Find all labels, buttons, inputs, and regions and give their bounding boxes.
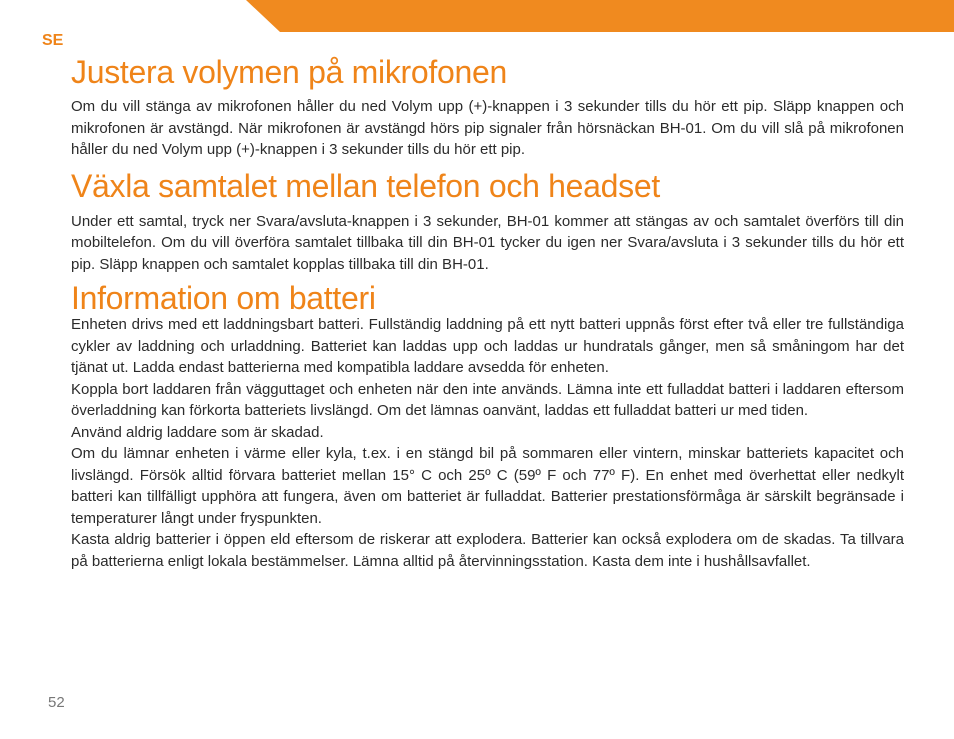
battery-paragraph-damaged-charger: Använd aldrig laddare som är skadad.	[71, 423, 324, 441]
language-tag: SE	[42, 32, 64, 49]
battery-paragraph-charging: Enheten drivs med ett laddningsbart batteri. Fullständig laddning på ett nytt batteri uppnås först efter två eller tre fullständiga cykler av laddning och urladdning. Batteriet kan laddas upp och laddas ur hundratals gånger, men så småningom har det tjänat ut. Ladda endast batterierna med kompatibla laddare avsedda för enheten.	[71, 316, 904, 376]
battery-paragraph-disposal: Kasta aldrig batterier i öppen eld eftersom de riskerar att explodera. Batterier kan också explodera om de skadas. Ta tillvara på batterierna enligt lokala bestämmelser. Lämna alltid på återvinningsstation. Kasta dem inte i hushållsavfallet.	[71, 531, 904, 570]
battery-paragraph-temperature: Om du lämnar enheten i värme eller kyla, t.ex. i en stängd bil på sommaren eller vintern, minskar batteriets kapacitet och livslängd. Försök alltid förvara batteriet mellan 15° C och 25º C (59º F och 77º F). En enhet med överhettat eller nedkylt batteri kan tillfälligt upphöra att fungera, även om batteriet är fulladdat. Batterier prestationsförmåga är särskilt begränsade i temperaturer långt under fryspunkten.	[71, 445, 904, 527]
switch-call-paragraph: Under ett samtal, tryck ner Svara/avsluta-knappen i 3 sekunder, BH-01 kommer att stängas av och samtalet överförs till din mobiltelefon. Om du vill överföra samtalet tillbaka till din BH-01 tycker du igen ner Svara/avsluta i 3 sekunder tills du hör ett pip. Släpp knappen och samtalet kopplas tillbaka till din BH-01.	[71, 212, 904, 273]
page-number: 52	[48, 694, 65, 711]
microphone-volume-paragraph: Om du vill stänga av mikrofonen håller du ned Volym upp (+)-knappen i 3 sekunder tills du hör ett pip. Släpp knappen och mikrofonen är avstängd. När mikrofonen är avstängd hörs pip signaler från hörsnäckan BH-01. Om du vill slå på mikrofonen håller du ned Volym upp (+)-knappen i 3 sekunder tills du hör ett pip.	[71, 98, 904, 158]
section-title-battery-info: Information om batteri	[71, 280, 376, 316]
battery-info-body	[71, 314, 904, 572]
section-title-switch-call: Växla samtalet mellan telefon och headset	[71, 167, 660, 204]
page-content	[71, 52, 904, 572]
section-title-microphone-volume: Justera volymen på mikrofonen	[71, 54, 507, 90]
header-accent-band	[246, 0, 954, 32]
battery-paragraph-disconnect: Koppla bort laddaren från vägguttaget och enheten när den inte används. Lämna inte ett fulladdat batteri i laddaren eftersom överladdning kan förkorta batteriets livslängd. Om det lämnas oanvänt, laddas ett fulladdat batteri ur med tiden.	[71, 380, 904, 419]
